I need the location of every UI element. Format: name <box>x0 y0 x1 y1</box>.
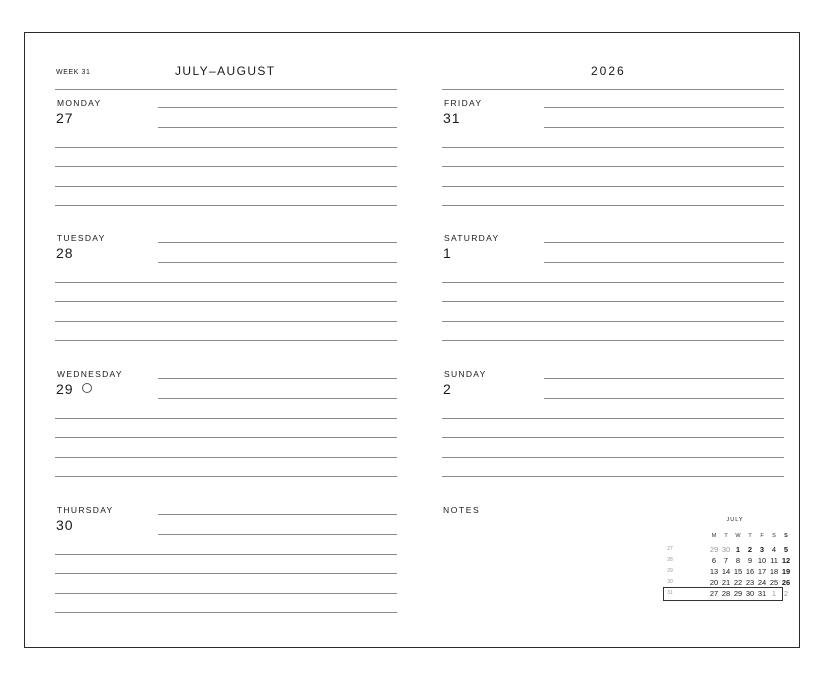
mini-day: 23 <box>745 578 755 587</box>
writing-rule <box>442 457 784 458</box>
short-rule <box>158 398 397 399</box>
mini-day: 2 <box>747 545 753 554</box>
day-name-sunday: SUNDAY <box>444 369 487 379</box>
short-rule <box>158 242 397 243</box>
mini-weekday-header: F <box>760 533 764 539</box>
writing-rule <box>442 437 784 438</box>
writing-rule <box>55 612 397 613</box>
short-rule <box>158 262 397 263</box>
moon-phase-circle-icon <box>82 383 92 393</box>
mini-weekday-header: S <box>784 533 788 539</box>
writing-rule <box>55 147 397 148</box>
mini-day: 6 <box>711 556 717 565</box>
day-name-monday: MONDAY <box>57 98 102 108</box>
header-rule <box>55 89 397 90</box>
mini-day: 26 <box>781 578 791 587</box>
mini-day: 20 <box>709 578 719 587</box>
mini-day: 8 <box>735 556 741 565</box>
day-name-wednesday: WEDNESDAY <box>57 369 123 379</box>
writing-rule <box>55 573 397 574</box>
header-rule <box>442 89 784 90</box>
mini-day: 9 <box>747 556 753 565</box>
mini-day: 16 <box>745 567 755 576</box>
writing-rule <box>442 476 784 477</box>
writing-rule <box>442 147 784 148</box>
day-number-thursday: 30 <box>56 517 74 533</box>
mini-day: 2 <box>783 589 789 598</box>
notes-label: NOTES <box>443 505 481 515</box>
writing-rule <box>55 205 397 206</box>
mini-day: 10 <box>757 556 767 565</box>
day-number-friday: 31 <box>443 110 461 126</box>
day-number-wednesday: 29 <box>56 381 92 397</box>
mini-weekday-header: T <box>724 533 728 539</box>
writing-rule <box>55 593 397 594</box>
writing-rule <box>55 457 397 458</box>
short-rule <box>544 107 784 108</box>
writing-rule <box>55 418 397 419</box>
mini-day: 17 <box>757 567 767 576</box>
mini-weekday-header: T <box>748 533 752 539</box>
mini-week-number: 28 <box>667 557 673 563</box>
mini-day: 13 <box>709 567 719 576</box>
short-rule <box>544 398 784 399</box>
short-rule <box>158 534 397 535</box>
writing-rule <box>55 476 397 477</box>
short-rule <box>544 262 784 263</box>
mini-week-number: 27 <box>667 546 673 552</box>
mini-day: 27 <box>709 589 719 598</box>
short-rule <box>158 378 397 379</box>
mini-day: 4 <box>771 545 777 554</box>
planner-page <box>24 32 800 648</box>
day-name-friday: FRIDAY <box>444 98 483 108</box>
mini-day: 12 <box>781 556 791 565</box>
mini-day: 19 <box>781 567 791 576</box>
writing-rule <box>442 340 784 341</box>
mini-calendar-month: JULY <box>726 517 744 523</box>
mini-day: 1 <box>771 589 777 598</box>
week-label: WEEK 31 <box>56 69 91 76</box>
writing-rule <box>442 186 784 187</box>
writing-rule <box>442 166 784 167</box>
mini-day: 5 <box>783 545 789 554</box>
mini-day: 7 <box>723 556 729 565</box>
day-number-saturday: 1 <box>443 245 452 261</box>
mini-weekday-header: S <box>772 533 776 539</box>
mini-weekday-header: M <box>711 533 717 539</box>
mini-day: 29 <box>709 545 719 554</box>
year-title: 2026 <box>591 64 626 78</box>
writing-rule <box>55 301 397 302</box>
mini-day: 31 <box>757 589 767 598</box>
short-rule <box>544 242 784 243</box>
mini-day: 14 <box>721 567 731 576</box>
day-name-tuesday: TUESDAY <box>57 233 106 243</box>
writing-rule <box>55 321 397 322</box>
short-rule <box>158 127 397 128</box>
mini-current-week-highlight <box>663 587 783 601</box>
writing-rule <box>442 205 784 206</box>
writing-rule <box>55 282 397 283</box>
mini-day: 3 <box>759 545 765 554</box>
mini-day: 15 <box>733 567 743 576</box>
mini-day: 25 <box>769 578 779 587</box>
day-name-thursday: THURSDAY <box>57 505 114 515</box>
day-name-saturday: SATURDAY <box>444 233 500 243</box>
mini-day: 22 <box>733 578 743 587</box>
mini-day: 30 <box>745 589 755 598</box>
writing-rule <box>442 301 784 302</box>
mini-weekday-header: W <box>735 533 741 539</box>
writing-rule <box>442 418 784 419</box>
mini-day: 11 <box>770 556 778 565</box>
day-number-sunday: 2 <box>443 381 452 397</box>
mini-day: 24 <box>757 578 767 587</box>
mini-day: 21 <box>721 578 731 587</box>
writing-rule <box>55 554 397 555</box>
writing-rule <box>55 166 397 167</box>
month-range-title: JULY–AUGUST <box>175 64 276 78</box>
day-number-monday: 27 <box>56 110 74 126</box>
writing-rule <box>55 437 397 438</box>
mini-week-number: 30 <box>667 579 673 585</box>
mini-week-number: 31 <box>667 590 673 596</box>
mini-day: 28 <box>721 589 731 598</box>
mini-day: 1 <box>735 545 741 554</box>
short-rule <box>158 107 397 108</box>
short-rule <box>544 378 784 379</box>
day-number-tuesday: 28 <box>56 245 74 261</box>
writing-rule <box>442 282 784 283</box>
writing-rule <box>442 321 784 322</box>
writing-rule <box>55 186 397 187</box>
mini-day: 30 <box>721 545 731 554</box>
writing-rule <box>55 340 397 341</box>
short-rule <box>544 127 784 128</box>
short-rule <box>158 514 397 515</box>
mini-week-number: 29 <box>667 568 673 574</box>
mini-day: 29 <box>733 589 743 598</box>
mini-day: 18 <box>769 567 779 576</box>
